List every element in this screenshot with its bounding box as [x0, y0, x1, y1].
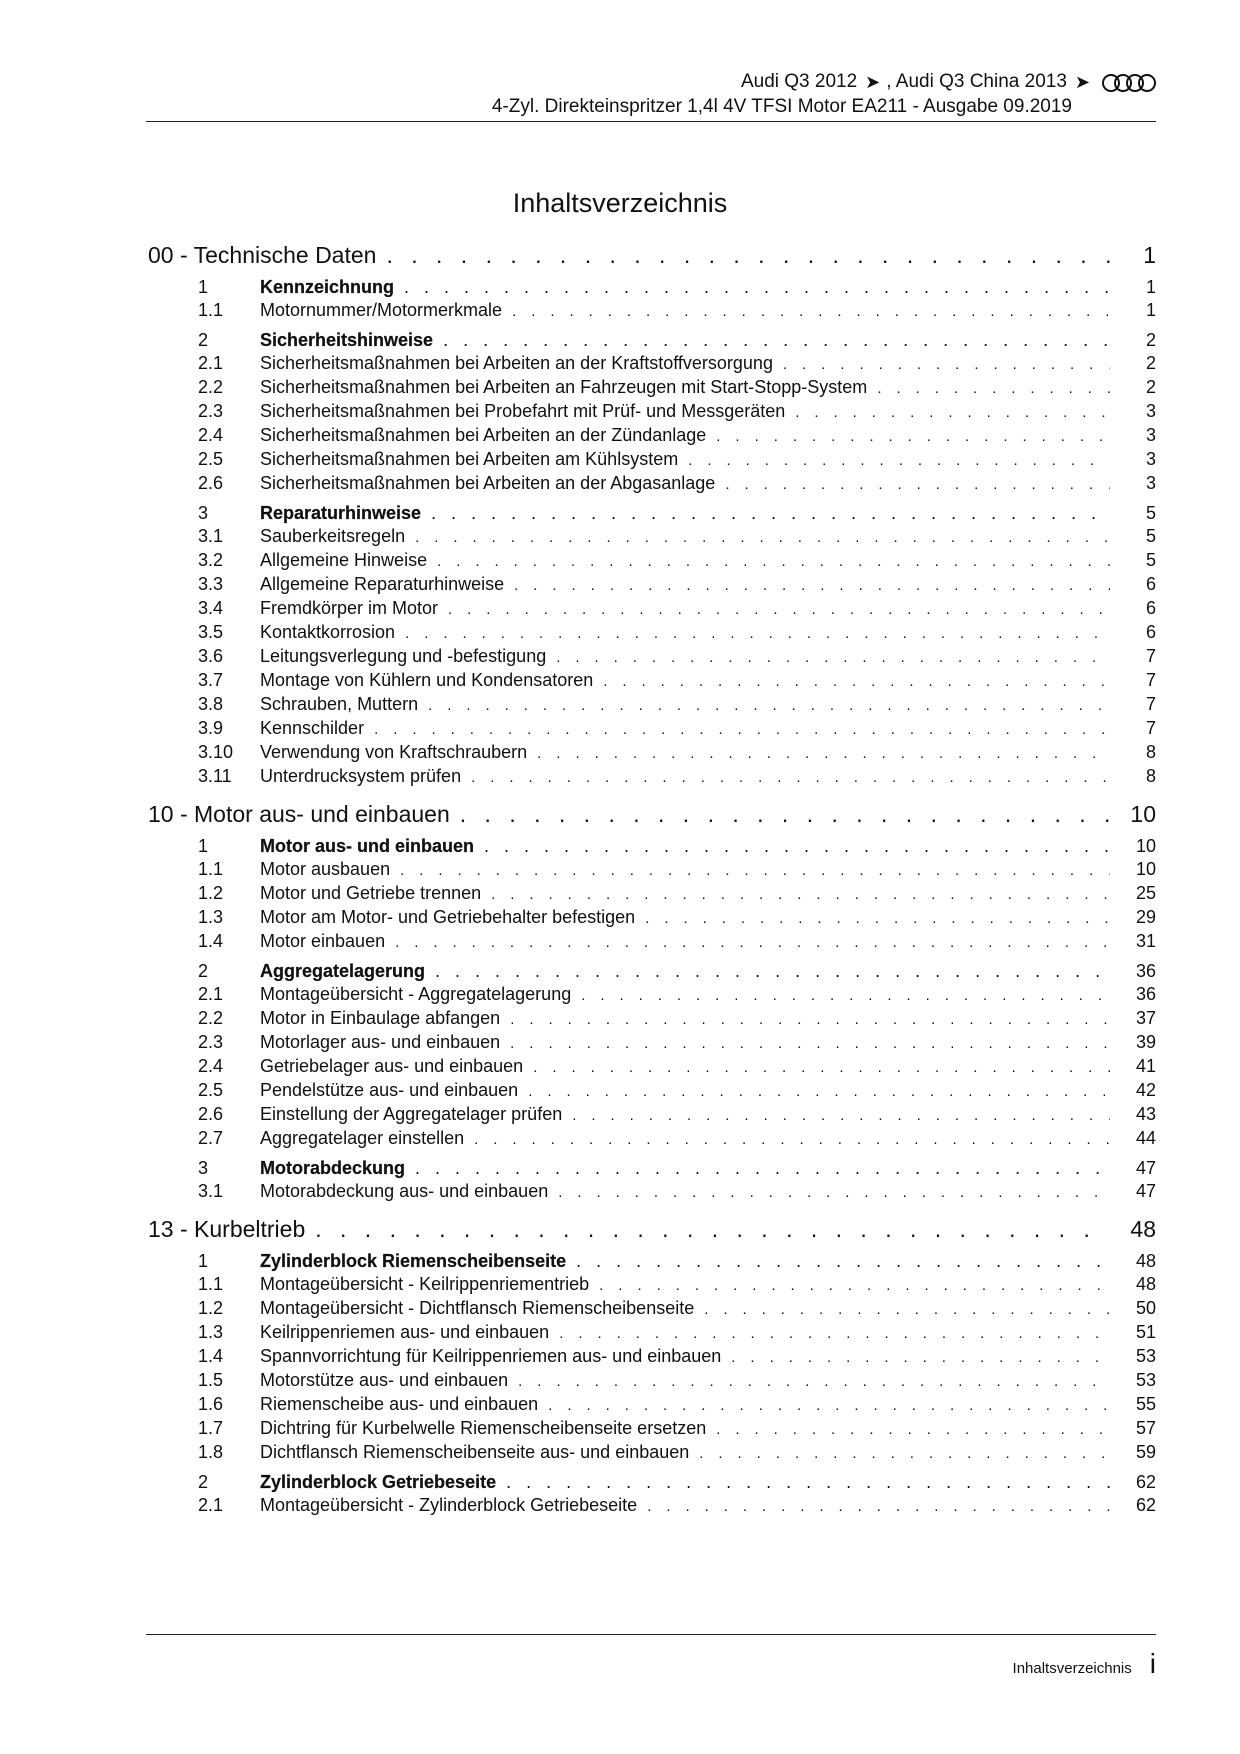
toc-entry-label: Zylinderblock Riemenscheibenseite — [260, 1251, 567, 1271]
toc-entry-page: 39 — [1135, 1032, 1156, 1052]
toc-entry-page: 25 — [1135, 883, 1156, 903]
dot-leader — [428, 694, 1110, 717]
toc-entry-page: 10 — [1135, 836, 1156, 856]
toc-item-row[interactable] — [148, 1079, 1156, 1103]
toc-entry-label: Montageübersicht - Zylinderblock Getriebeseite — [260, 1495, 638, 1515]
dot-leader — [731, 1346, 1110, 1369]
dot-leader — [572, 1104, 1110, 1127]
toc-section-row[interactable] — [148, 834, 1156, 858]
toc-entry-label: Allgemeine Hinweise — [260, 550, 428, 570]
toc-item-row[interactable] — [148, 1417, 1156, 1441]
toc-entry-number: 2.6 — [198, 1104, 224, 1124]
toc-entry-page: 53 — [1135, 1370, 1156, 1390]
header-subtitle: 4-Zyl. Direkteinspritzer 1,4l 4V TFSI Motor EA211 - Ausgabe 09.2019 — [491, 96, 1072, 117]
toc-entry-page: 59 — [1135, 1442, 1156, 1462]
toc-item-row[interactable] — [148, 400, 1156, 424]
toc-item-row[interactable] — [148, 1103, 1156, 1127]
toc-entry-label: Motorabdeckung — [260, 1158, 406, 1178]
toc-entry-number: 2.4 — [198, 1056, 224, 1076]
dot-leader — [559, 1322, 1110, 1345]
page-footer — [1013, 1648, 1156, 1680]
toc-entry-label: Motornummer/Motormerkmale — [260, 300, 503, 320]
toc-entry-page: 57 — [1135, 1418, 1156, 1438]
arrow-right-icon: ➤ — [1074, 72, 1090, 92]
toc-entry-label: Motor aus- und einbauen — [260, 836, 474, 856]
dot-leader — [537, 742, 1110, 765]
toc-entry-label: 13 - Kurbeltrieb — [148, 1216, 306, 1242]
toc-entry-label: Sicherheitsmaßnahmen bei Arbeiten an der Zündanlage — [260, 425, 707, 445]
toc-entry-page: 48 — [1135, 1251, 1156, 1271]
toc-entry-label: Motor am Motor- und Getriebehalter befestigen — [260, 907, 636, 927]
toc-item-row[interactable] — [148, 1321, 1156, 1345]
toc-section-row[interactable] — [148, 328, 1156, 352]
dot-leader — [435, 959, 1110, 983]
dot-leader — [510, 1008, 1110, 1031]
toc-entry-page: 36 — [1135, 984, 1156, 1004]
toc-entry-page: 6 — [1145, 574, 1156, 594]
page-title: Inhaltsverzeichnis — [512, 188, 728, 219]
dot-leader — [437, 550, 1110, 573]
toc-entry-page: 43 — [1135, 1104, 1156, 1124]
toc-entry-label: Sicherheitshinweise — [260, 330, 434, 350]
toc-entry-number: 2 — [198, 961, 209, 981]
dot-leader — [506, 1470, 1110, 1494]
dot-leader — [783, 353, 1110, 376]
toc-entry-page: 53 — [1135, 1346, 1156, 1366]
dot-leader — [400, 859, 1110, 882]
toc-entry-number: 2.7 — [198, 1128, 224, 1148]
toc-entry-page: 48 — [1130, 1216, 1156, 1242]
toc-section-row[interactable] — [148, 275, 1156, 299]
toc-entry-page: 8 — [1145, 742, 1156, 762]
toc-entry-number: 1 — [198, 1251, 209, 1271]
toc-entry-number: 2.1 — [198, 984, 224, 1004]
toc-entry-label: Leitungsverlegung und -befestigung — [260, 646, 547, 666]
toc-entry-label: Dichtring für Kurbelwelle Riemenscheibenseite ersetzen — [260, 1418, 707, 1438]
toc-entry-label: Motor und Getriebe trennen — [260, 883, 482, 903]
toc-item-row[interactable] — [148, 741, 1156, 765]
dot-leader — [484, 834, 1110, 858]
toc-section-row[interactable] — [148, 959, 1156, 983]
toc-entry-page: 5 — [1145, 526, 1156, 546]
toc-chapter-row[interactable] — [148, 799, 1156, 829]
toc-entry-label: Einstellung der Aggregatelager prüfen — [260, 1104, 563, 1124]
toc-item-row[interactable] — [148, 1369, 1156, 1393]
toc-entry-number: 2.3 — [198, 401, 224, 421]
dot-leader — [374, 718, 1110, 741]
toc-entry-page: 10 — [1130, 801, 1156, 827]
toc-section-row[interactable] — [148, 1156, 1156, 1180]
toc-entry-number: 1.4 — [198, 931, 224, 951]
toc-entry-page: 8 — [1145, 766, 1156, 786]
toc-entry-label: Kontaktkorrosion — [260, 622, 396, 642]
toc-item-row[interactable] — [148, 1055, 1156, 1079]
dot-leader — [460, 799, 1110, 829]
dot-leader — [491, 883, 1110, 906]
toc-item-row[interactable] — [148, 549, 1156, 573]
toc-entry-page: 2 — [1145, 330, 1156, 350]
toc-entry-number: 2.1 — [198, 1495, 224, 1515]
toc-entry-page: 7 — [1145, 646, 1156, 666]
toc-item-row[interactable] — [148, 693, 1156, 717]
toc-entry-label: Montage von Kühlern und Kondensatoren — [260, 670, 594, 690]
dot-leader — [415, 526, 1110, 549]
header-model-1: Audi Q3 2012 — [740, 71, 858, 92]
toc-section-row[interactable] — [148, 1249, 1156, 1273]
dot-leader — [704, 1298, 1110, 1321]
toc-item-row[interactable] — [148, 1441, 1156, 1465]
toc-entry-page: 31 — [1135, 931, 1156, 951]
dot-leader — [395, 931, 1110, 954]
audi-rings-logo-icon — [1102, 74, 1156, 92]
dot-leader — [510, 1032, 1110, 1055]
toc-entry-number: 3.7 — [198, 670, 224, 690]
toc-entry-page: 42 — [1135, 1080, 1156, 1100]
toc-entry-page: 5 — [1145, 550, 1156, 570]
toc-entry-number: 1.4 — [198, 1346, 224, 1366]
dot-leader — [471, 766, 1110, 789]
dot-leader — [474, 1128, 1110, 1151]
toc-entry-label: Aggregatelagerung — [260, 961, 426, 981]
dot-leader — [647, 1495, 1110, 1518]
dot-leader — [716, 1418, 1110, 1441]
toc-entry-page: 44 — [1135, 1128, 1156, 1148]
toc-entry-label: Unterdrucksystem prüfen — [260, 766, 462, 786]
toc-entry-label: Keilrippenriemen aus- und einbauen — [260, 1322, 550, 1342]
toc-entry-page: 41 — [1135, 1056, 1156, 1076]
toc-entry-number: 2.2 — [198, 1008, 224, 1028]
toc-entry-number: 3.2 — [198, 550, 224, 570]
footer-page-number: i — [1149, 1648, 1156, 1679]
toc-entry-number: 3.4 — [198, 598, 224, 618]
dot-leader — [877, 377, 1110, 400]
toc-entry-label: Zylinderblock Getriebeseite — [260, 1472, 497, 1492]
toc-entry-page: 3 — [1145, 473, 1156, 493]
toc-item-row[interactable] — [148, 525, 1156, 549]
toc-entry-label: Motor ausbauen — [260, 859, 391, 879]
toc-entry-label: Aggregatelager einstellen — [260, 1128, 465, 1148]
toc-entry-label: Reparaturhinweise — [260, 503, 422, 523]
dot-leader — [415, 1156, 1110, 1180]
dot-leader — [716, 425, 1110, 448]
toc-entry-label: Allgemeine Reparaturhinweise — [260, 574, 505, 594]
dot-leader — [581, 984, 1110, 1007]
toc-entry-page: 7 — [1145, 718, 1156, 738]
toc-entry-page: 47 — [1135, 1181, 1156, 1201]
toc-item-row[interactable] — [148, 472, 1156, 496]
toc-entry-number: 3.1 — [198, 526, 224, 546]
toc-entry-page: 3 — [1145, 425, 1156, 445]
toc-entry-label: Montageübersicht - Keilrippenriementrieb — [260, 1274, 590, 1294]
toc-item-row[interactable] — [148, 1345, 1156, 1369]
toc-entry-number: 2.5 — [198, 449, 224, 469]
dot-leader — [599, 1274, 1110, 1297]
toc-item-row[interactable] — [148, 669, 1156, 693]
dot-leader — [645, 907, 1110, 930]
header-model-line — [492, 70, 1156, 94]
dot-leader — [315, 1214, 1110, 1244]
toc-entry-page: 1 — [1145, 300, 1156, 320]
toc-entry-number: 3.6 — [198, 646, 224, 666]
toc-entry-page: 48 — [1135, 1274, 1156, 1294]
toc-item-row[interactable] — [148, 1393, 1156, 1417]
toc-item-row[interactable] — [148, 1007, 1156, 1031]
toc-entry-page: 50 — [1135, 1298, 1156, 1318]
toc-item-row[interactable] — [148, 448, 1156, 472]
toc-entry-page: 36 — [1135, 961, 1156, 981]
toc-entry-page: 5 — [1145, 503, 1156, 523]
dot-leader — [431, 501, 1110, 525]
dot-leader — [514, 574, 1110, 597]
dot-leader — [405, 622, 1110, 645]
toc-entry-number: 3.5 — [198, 622, 224, 642]
toc-entry-number: 2.1 — [198, 353, 224, 373]
toc-entry-page: 7 — [1145, 694, 1156, 714]
arrow-right-icon: ➤ — [865, 72, 881, 92]
toc-entry-number: 3.3 — [198, 574, 224, 594]
toc-entry-number: 1.6 — [198, 1394, 224, 1414]
toc-entry-page: 2 — [1145, 377, 1156, 397]
toc-entry-page: 1 — [1145, 277, 1156, 297]
toc-entry-label: 00 - Technische Daten — [148, 242, 377, 268]
toc-entry-page: 6 — [1145, 622, 1156, 642]
toc-item-row[interactable] — [148, 1180, 1156, 1204]
toc-item-row[interactable] — [148, 858, 1156, 882]
dot-leader — [518, 1370, 1110, 1393]
toc-entry-label: Verwendung von Kraftschraubern — [260, 742, 528, 762]
toc-entry-page: 55 — [1135, 1394, 1156, 1414]
toc-item-row[interactable] — [148, 645, 1156, 669]
toc-entry-number: 1.1 — [198, 859, 224, 879]
toc-entry-page: 7 — [1145, 670, 1156, 690]
toc-entry-label: Getriebelager aus- und einbauen — [260, 1056, 524, 1076]
dot-leader — [725, 473, 1110, 496]
toc-item-row[interactable] — [148, 597, 1156, 621]
toc-entry-number: 2 — [198, 330, 209, 350]
footer-divider — [146, 1634, 1156, 1635]
dot-leader — [448, 598, 1110, 621]
toc-item-row[interactable] — [148, 352, 1156, 376]
toc-item-row[interactable] — [148, 1127, 1156, 1151]
toc-entry-number: 2.6 — [198, 473, 224, 493]
dot-leader — [603, 670, 1110, 693]
toc-entry-number: 1.8 — [198, 1442, 224, 1462]
toc-item-row[interactable] — [148, 717, 1156, 741]
toc-entry-label: Motor einbauen — [260, 931, 386, 951]
toc-entry-label: Motorstütze aus- und einbauen — [260, 1370, 509, 1390]
toc-entry-label: Motorlager aus- und einbauen — [260, 1032, 501, 1052]
toc-entry-label: Kennschilder — [260, 718, 365, 738]
toc-entry-number: 1.2 — [198, 1298, 224, 1318]
dot-leader — [558, 1181, 1110, 1204]
dot-leader — [443, 328, 1110, 352]
toc-entry-number: 2.5 — [198, 1080, 224, 1100]
toc-item-row[interactable] — [148, 573, 1156, 597]
toc-item-row[interactable] — [148, 621, 1156, 645]
header-model-2: , Audi Q3 China 2013 — [886, 71, 1067, 92]
toc-entry-label: Sicherheitsmaßnahmen bei Arbeiten an der Abgasanlage — [260, 473, 716, 493]
toc-entry-page: 62 — [1135, 1472, 1156, 1492]
toc-entry-number: 2.4 — [198, 425, 224, 445]
toc-item-row[interactable] — [148, 1494, 1156, 1518]
toc-item-row[interactable] — [148, 906, 1156, 930]
toc-entry-number: 3.10 — [198, 742, 234, 762]
toc-item-row[interactable] — [148, 882, 1156, 906]
toc-entry-number: 1.5 — [198, 1370, 224, 1390]
toc-entry-label: Fremdkörper im Motor — [260, 598, 439, 618]
toc-entry-label: Kennzeichnung — [260, 277, 394, 297]
toc-item-row[interactable] — [148, 1273, 1156, 1297]
toc-section-row[interactable] — [148, 501, 1156, 525]
toc-entry-page: 37 — [1135, 1008, 1156, 1028]
toc-entry-label: Montageübersicht - Aggregatelagerung — [260, 984, 572, 1004]
toc-entry-number: 1.2 — [198, 883, 224, 903]
toc-entry-label: Motor in Einbaulage abfangen — [260, 1008, 501, 1028]
toc-entry-number: 2 — [198, 1472, 209, 1492]
toc-entry-number: 1.3 — [198, 907, 224, 927]
toc-entry-page: 10 — [1135, 859, 1156, 879]
dot-leader — [699, 1442, 1110, 1465]
toc-entry-label: Riemenscheibe aus- und einbauen — [260, 1394, 539, 1414]
dot-leader — [795, 401, 1110, 424]
toc-entry-number: 1.3 — [198, 1322, 224, 1342]
toc-entry-label: Schrauben, Muttern — [260, 694, 419, 714]
dot-leader — [556, 646, 1110, 669]
toc-entry-label: Motorabdeckung aus- und einbauen — [260, 1181, 549, 1201]
toc-entry-page: 1 — [1143, 242, 1156, 268]
toc-entry-page: 6 — [1145, 598, 1156, 618]
toc-entry-label: Sauberkeitsregeln — [260, 526, 406, 546]
toc-entry-label: Sicherheitsmaßnahmen bei Arbeiten an Fahrzeugen mit Start-Stopp-System — [260, 377, 868, 397]
toc-section-row[interactable] — [148, 1470, 1156, 1494]
toc-entry-number: 1.1 — [198, 1274, 224, 1294]
toc-item-row[interactable] — [148, 376, 1156, 400]
dot-leader — [548, 1394, 1110, 1417]
dot-leader — [386, 240, 1110, 270]
toc-entry-page: 2 — [1145, 353, 1156, 373]
dot-leader — [512, 300, 1110, 323]
toc-entry-number: 3.9 — [198, 718, 224, 738]
toc-item-row[interactable] — [148, 765, 1156, 789]
toc-entry-number: 2.3 — [198, 1032, 224, 1052]
footer-label: Inhaltsverzeichnis — [1012, 1660, 1132, 1677]
page-header — [492, 70, 1156, 120]
toc-item-row[interactable] — [148, 983, 1156, 1007]
toc-entry-label: 10 - Motor aus- und einbauen — [148, 801, 450, 827]
toc-entry-page: 47 — [1135, 1158, 1156, 1178]
dot-leader — [576, 1249, 1110, 1273]
toc-entry-label: Spannvorrichtung für Keilrippenriemen aus- und einbauen — [260, 1346, 722, 1366]
toc-entry-number: 3 — [198, 503, 209, 523]
toc-item-row[interactable] — [148, 299, 1156, 323]
toc-entry-page: 51 — [1135, 1322, 1156, 1342]
toc-entry-page: 3 — [1145, 449, 1156, 469]
toc-entry-page: 3 — [1145, 401, 1156, 421]
toc-entry-number: 1 — [198, 277, 209, 297]
toc-entry-number: 3.8 — [198, 694, 224, 714]
toc-entry-number: 3.1 — [198, 1181, 224, 1201]
toc-entry-number: 3 — [198, 1158, 209, 1178]
toc-chapter-row[interactable] — [148, 1214, 1156, 1244]
toc-entry-number: 1.7 — [198, 1418, 224, 1438]
toc-item-row[interactable] — [148, 1031, 1156, 1055]
toc-entry-page: 62 — [1135, 1495, 1156, 1515]
toc-entry-label: Montageübersicht - Dichtflansch Riemenscheibenseite — [260, 1298, 695, 1318]
toc-entry-page: 29 — [1135, 907, 1156, 927]
dot-leader — [533, 1056, 1110, 1079]
dot-leader — [528, 1080, 1110, 1103]
toc-item-row[interactable] — [148, 424, 1156, 448]
toc-entry-label: Sicherheitsmaßnahmen bei Arbeiten am Kühlsystem — [260, 449, 679, 469]
toc-entry-label: Pendelstütze aus- und einbauen — [260, 1080, 519, 1100]
toc-entry-label: Sicherheitsmaßnahmen bei Arbeiten an der Kraftstoffversorgung — [260, 353, 773, 373]
toc-chapter-row[interactable] — [148, 240, 1156, 270]
toc-entry-label: Sicherheitsmaßnahmen bei Probefahrt mit Prüf- und Messgeräten — [260, 401, 786, 421]
toc-entry-number: 2.2 — [198, 377, 224, 397]
dot-leader — [404, 275, 1110, 299]
header-divider — [146, 121, 1156, 122]
dot-leader — [688, 449, 1110, 472]
toc-entry-label: Dichtflansch Riemenscheibenseite aus- und einbauen — [260, 1442, 690, 1462]
toc-entry-number: 3.11 — [198, 766, 232, 786]
toc-item-row[interactable] — [148, 1297, 1156, 1321]
table-of-contents — [148, 240, 1156, 1518]
toc-item-row[interactable] — [148, 930, 1156, 954]
toc-entry-number: 1 — [198, 836, 209, 856]
toc-entry-number: 1.1 — [198, 300, 224, 320]
